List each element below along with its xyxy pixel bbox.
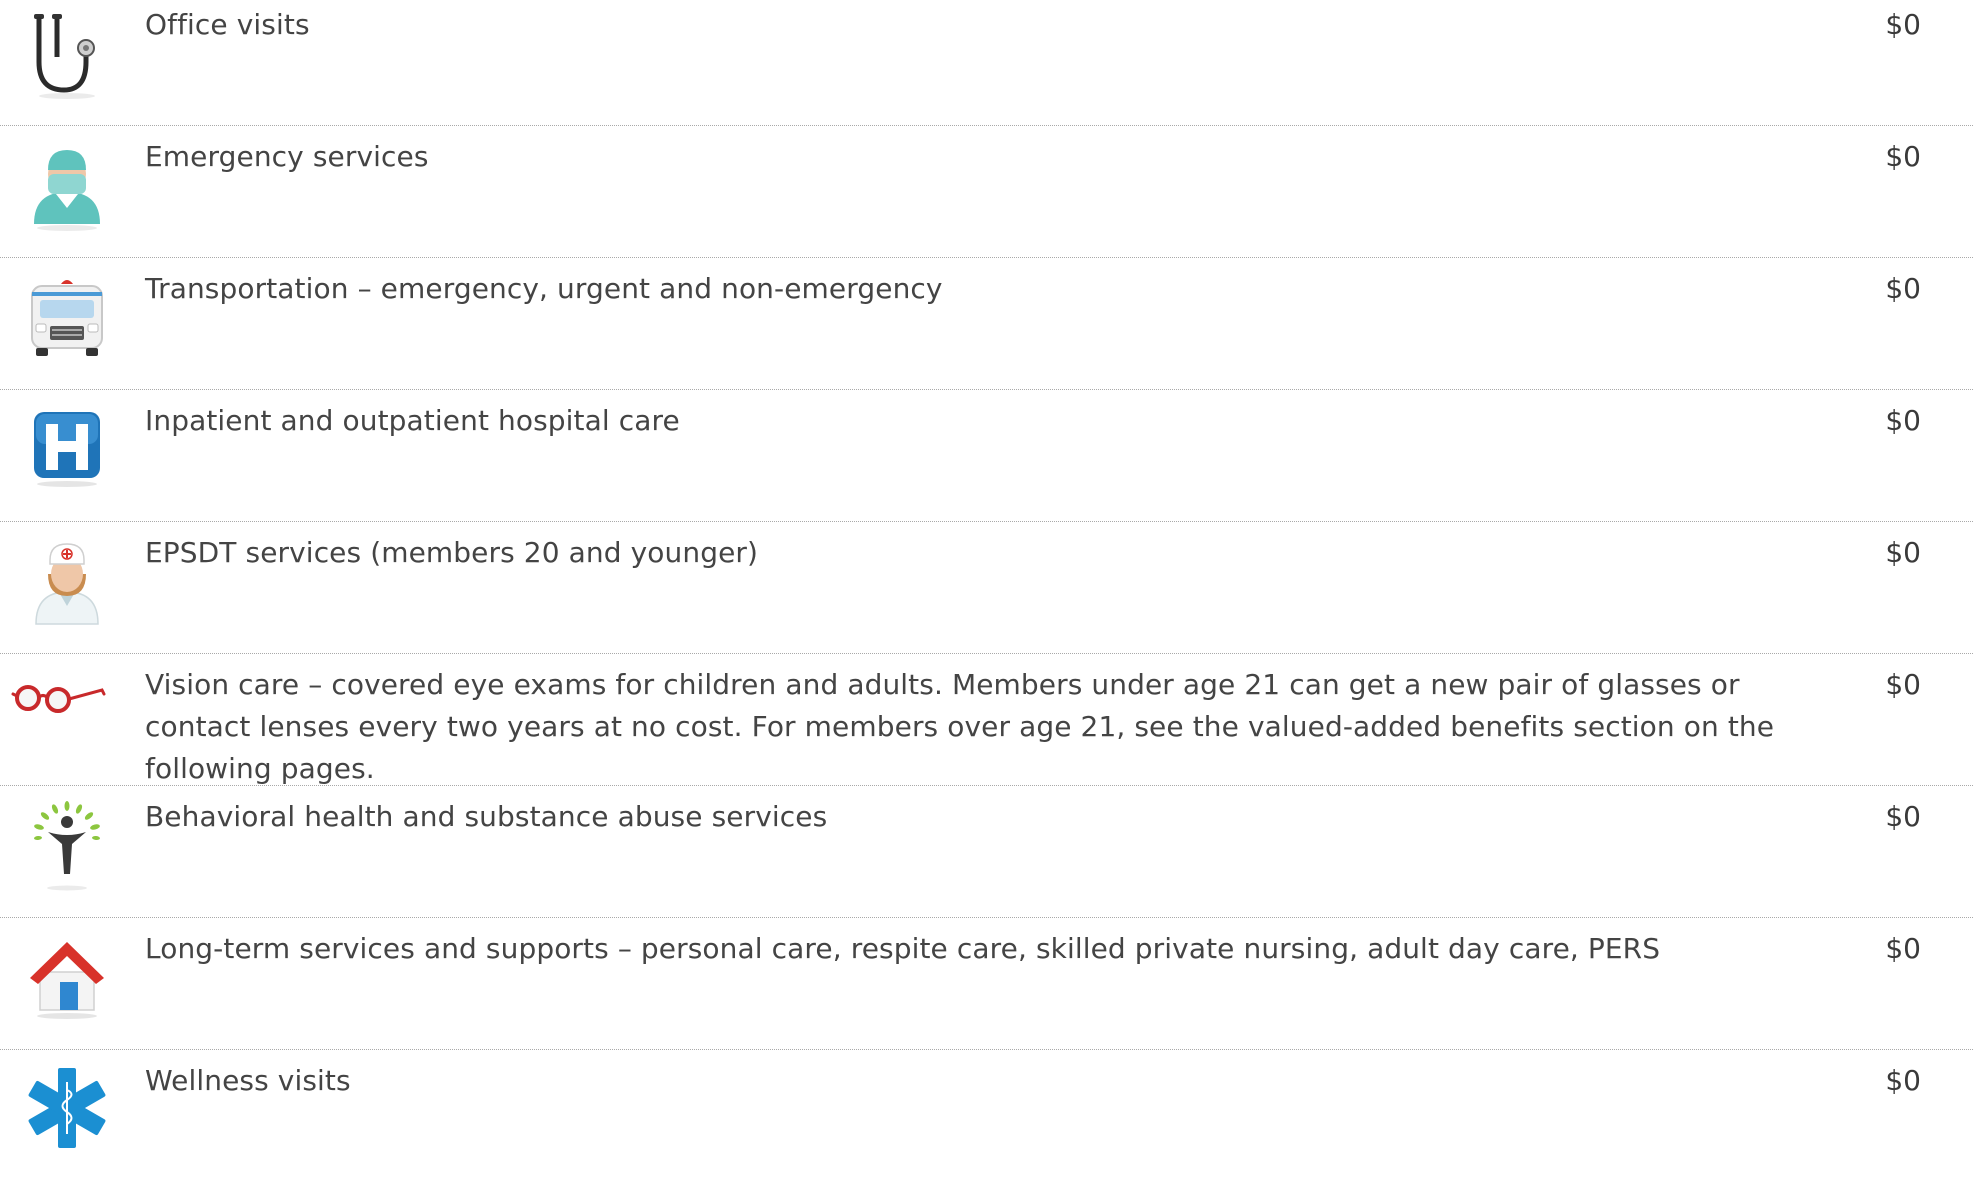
benefit-label: Behavioral health and substance abuse services xyxy=(145,800,828,833)
benefit-label: Long-term services and supports – personal care, respite care, skilled private nursing, adult day care, PERS xyxy=(145,932,1661,965)
list-item xyxy=(0,0,1973,132)
benefit-cost: $0 xyxy=(1885,536,1921,569)
doctor-icon xyxy=(12,134,122,234)
benefit-label: Vision care – covered eye exams for children and adults. Members under age 21 can get a new pair of glasses or contact lenses every two years at no cost. For members over age 21, see the valued-added benefits section on the following pages. xyxy=(145,668,1775,785)
list-item xyxy=(0,132,1973,264)
row-divider xyxy=(0,917,1973,918)
row-divider xyxy=(0,653,1973,654)
ambulance-icon xyxy=(12,266,122,366)
benefit-label: Emergency services xyxy=(145,140,429,173)
benefit-cost: $0 xyxy=(1885,800,1921,833)
row-divider xyxy=(0,785,1973,786)
list-item xyxy=(0,528,1973,660)
benefit-label: EPSDT services (members 20 and younger) xyxy=(145,536,759,569)
eyeglasses-icon xyxy=(4,662,114,762)
benefit-label: Inpatient and outpatient hospital care xyxy=(145,404,680,437)
stethoscope-icon xyxy=(12,2,122,102)
list-item xyxy=(0,1056,1973,1188)
star-of-life-icon xyxy=(12,1058,122,1158)
row-divider xyxy=(0,125,1973,126)
row-divider xyxy=(0,257,1973,258)
nurse-icon xyxy=(12,530,122,630)
benefit-cost: $0 xyxy=(1885,668,1921,701)
list-item xyxy=(0,660,1973,792)
benefit-cost: $0 xyxy=(1885,272,1921,305)
row-divider xyxy=(0,389,1973,390)
row-divider xyxy=(0,1049,1973,1050)
hospital-icon xyxy=(12,398,122,498)
list-item xyxy=(0,396,1973,528)
benefit-label: Transportation – emergency, urgent and non-emergency xyxy=(145,272,943,305)
list-item xyxy=(0,792,1973,924)
list-item xyxy=(0,264,1973,396)
benefit-cost: $0 xyxy=(1885,932,1921,965)
list-item xyxy=(0,924,1973,1056)
benefit-cost: $0 xyxy=(1885,1064,1921,1097)
row-divider xyxy=(0,521,1973,522)
benefit-cost: $0 xyxy=(1885,140,1921,173)
wellbeing-person-icon xyxy=(12,794,122,894)
benefit-label: Wellness visits xyxy=(145,1064,351,1097)
home-icon xyxy=(12,926,122,1026)
benefit-cost: $0 xyxy=(1885,8,1921,41)
benefit-label: Office visits xyxy=(145,8,310,41)
benefit-cost: $0 xyxy=(1885,404,1921,437)
